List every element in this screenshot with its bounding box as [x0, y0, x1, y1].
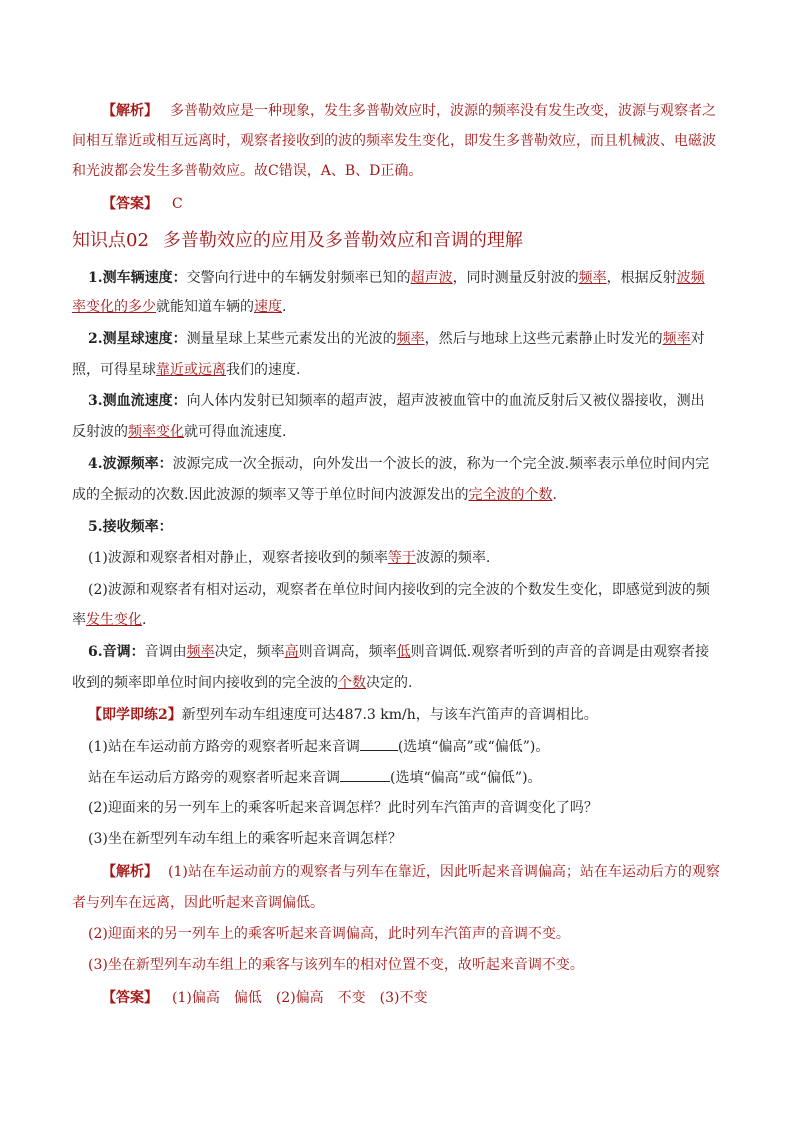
item-4-line-2: 成的全振动的次数.因此波源的频率又等于单位时间内波源发出的完全波的个数. [72, 487, 557, 503]
answer-value: C [172, 196, 183, 212]
item-2-line-2: 照，可得星球靠近或远离我们的速度. [72, 362, 301, 378]
answer-label: 【答案】 [102, 196, 158, 212]
item-3-line-2: 反射波的频率变化就可得血流速度. [72, 424, 287, 440]
practice-stem: 【即学即练2】新型列车动车组速度可达487.3 km/h，与该车汽笛声的音调相比。 [88, 707, 598, 723]
analysis-label: 【解析】 [102, 103, 158, 119]
item-3-line-1: 3.测血流速度：向人体内发射已知频率的超声波，超声波被血管中的血流反射后又被仪器接收，测出 [88, 393, 705, 409]
item-2-line-1: 2.测星球速度：测量星球上某些元素发出的光波的频率，然后与地球上这些元素静止时发光的频率对 [88, 331, 705, 347]
item-5-point-2-line-2: 率发生变化. [72, 612, 147, 628]
section-title: 多普勒效应的应用及多普勒效应和音调的理解 [162, 230, 523, 251]
answer-blank-1[interactable] [360, 736, 398, 751]
practice-answer: 【答案】 (1)偏高 偏低 (2)偏高 不变 (3)不变 [102, 990, 428, 1006]
item-4-line-1: 4.波源频率：波源完成一次全振动，向外发出一个波长的波，称为一个完全波.频率表示单位时间内完 [88, 456, 710, 472]
practice-q1a: (1)站在车运动前方路旁的观察者听起来音调 (选填“偏高”或“偏低”)。 [72, 736, 724, 757]
practice-analysis-line-1: 【解析】 (1)站在车运动前方的观察者与列车在靠近，因此听起来音调偏高；站在车运动后方的观察 [102, 864, 720, 880]
item-1-line-2: 率变化的多少就能知道车辆的速度. [72, 299, 287, 315]
practice-analysis-line-3: (2)迎面来的另一列车上的乘客听起来音调偏高，此时列车汽笛声的音调不变。 [88, 926, 570, 942]
item-6-line-2: 收到的频率即单位时间内接收到的完全波的个数决定的. [72, 675, 413, 691]
practice-q1b: 站在车运动后方路旁的观察者听起来音调 (选填“偏高”或“偏低”)。 [72, 767, 724, 788]
item-1-line-1: 1.测车辆速度：交警向行进中的车辆发射频率已知的超声波，同时测量反射波的频率，根据反射波频 [88, 270, 705, 286]
practice-label: 【即学即练2】 [88, 707, 182, 723]
intro-analysis-line-3: 和光波都会发生多普勒效应。故C错误，A、B、D正确。 [72, 163, 423, 179]
answer-blank-2[interactable] [340, 767, 390, 782]
item-6-line-1: 6.音调：音调由频率决定，频率高则音调高，频率低则音调低.观察者听到的声音的音调是由观察者接 [88, 644, 710, 660]
section-heading [72, 229, 523, 253]
intro-answer [72, 194, 724, 214]
item-5-point-1: (1)波源和观察者相对静止，观察者接收到的频率等于波源的频率. [88, 550, 491, 566]
section-number: 知识点02 [72, 230, 149, 251]
intro-analysis-line-1: 【解析】 多普勒效应是一种现象，发生多普勒效应时，波源的频率没有发生改变，波源与观察者之 [102, 103, 716, 119]
practice-q3: (3)坐在新型列车动车组上的乘客听起来音调怎样？ [88, 831, 402, 847]
practice-q2: (2)迎面来的另一列车上的乘客听起来音调怎样？此时列车汽笛声的音调变化了吗？ [88, 800, 598, 816]
practice-analysis-line-4: (3)坐在新型列车动车组上的乘客与该列车的相对位置不变，故听起来音调不变。 [88, 957, 584, 973]
item-5-point-2-line-1: (2)波源和观察者有相对运动，观察者在单位时间内接收到的完全波的个数发生变化，即感觉到波的频 [88, 582, 710, 598]
intro-analysis-line-2: 间相互靠近或相互远离时，观察者接收到的波的频率发生变化，即发生多普勒效应，而且机械波、电磁波 [72, 133, 716, 149]
item-5-heading: 5.接收频率： [88, 519, 173, 535]
practice-analysis-line-2: 者与列车在远离，因此听起来音调偏低。 [72, 895, 324, 911]
